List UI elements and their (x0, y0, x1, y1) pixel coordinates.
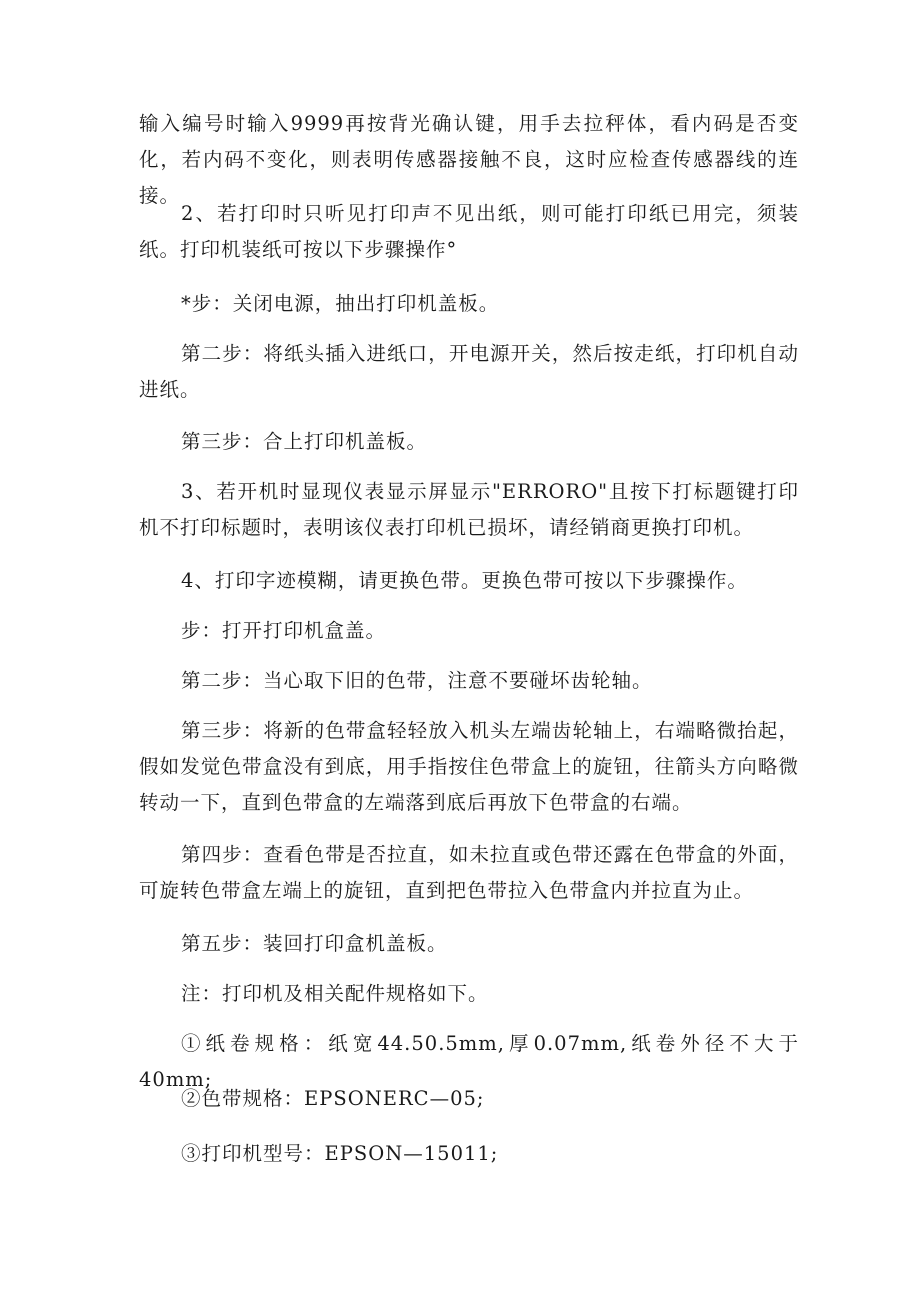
paragraph-ribbon-step-1: 步：打开打印机盒盖。 (181, 619, 387, 642)
paragraph-printer-paper: 2、若打印时只听见打印声不见出纸，则可能打印纸已用完，须装纸。打印机装纸可按以下步骤操作° (139, 202, 799, 261)
paragraph-ribbon-intro: 4、打印字迹模糊，请更换色带。更换色带可按以下步骤操作。 (181, 569, 748, 592)
paragraph-spec-ribbon: ②色带规格：EPSONERC—05; (181, 1087, 485, 1110)
paragraph-sensor-check: 输入编号时输入9999再按背光确认键，用手去拉秤体，看内码是否变化，若内码不变化，则表明传感器接触不良，这时应检查传感器线的连接。 (139, 112, 799, 207)
paragraph-spec-note: 注：打印机及相关配件规格如下。 (181, 982, 489, 1005)
paragraph-ribbon-step-2: 第二步：当心取下旧的色带，注意不要碰坏齿轮轴。 (181, 669, 653, 692)
paragraph-paper-step-1: *步：关闭电源，抽出打印机盖板。 (181, 292, 500, 315)
paragraph-paper-step-2: 第二步：将纸头插入进纸口，开电源开关，然后按走纸，打印机自动进纸。 (139, 342, 799, 401)
paragraph-error-display: 3、若开机时显现仪表显示屏显示"ERRORO"且按下打标题键打印机不打印标题时，表明该仪表打印机已损坏，请经销商更换打印机。 (139, 480, 799, 539)
paragraph-ribbon-step-4: 第四步：查看色带是否拉直，如未拉直或色带还露在色带盒的外面，可旋转色带盒左端上的旋钮，直到把色带拉入色带盒内并拉直为止。 (139, 843, 799, 902)
paragraph-ribbon-step-5: 第五步：装回打印盒机盖板。 (181, 932, 448, 955)
paragraph-paper-step-3: 第三步：合上打印机盖板。 (181, 430, 428, 453)
paragraph-ribbon-step-3: 第三步：将新的色带盒轻轻放入机头左端齿轮轴上，右端略微抬起，假如发觉色带盒没有到底，用手指按住色带盒上的旋钮，往箭头方向略微转动一下，直到色带盒的左端落到底后再放下色带盒的右端。 (139, 719, 799, 814)
paragraph-spec-paper: ①纸卷规格：纸宽44.50.5mm,厚0.07mm,纸卷外径不大于40mm; (139, 1032, 799, 1091)
paragraph-spec-printer-model: ③打印机型号：EPSON—15011; (181, 1142, 499, 1165)
